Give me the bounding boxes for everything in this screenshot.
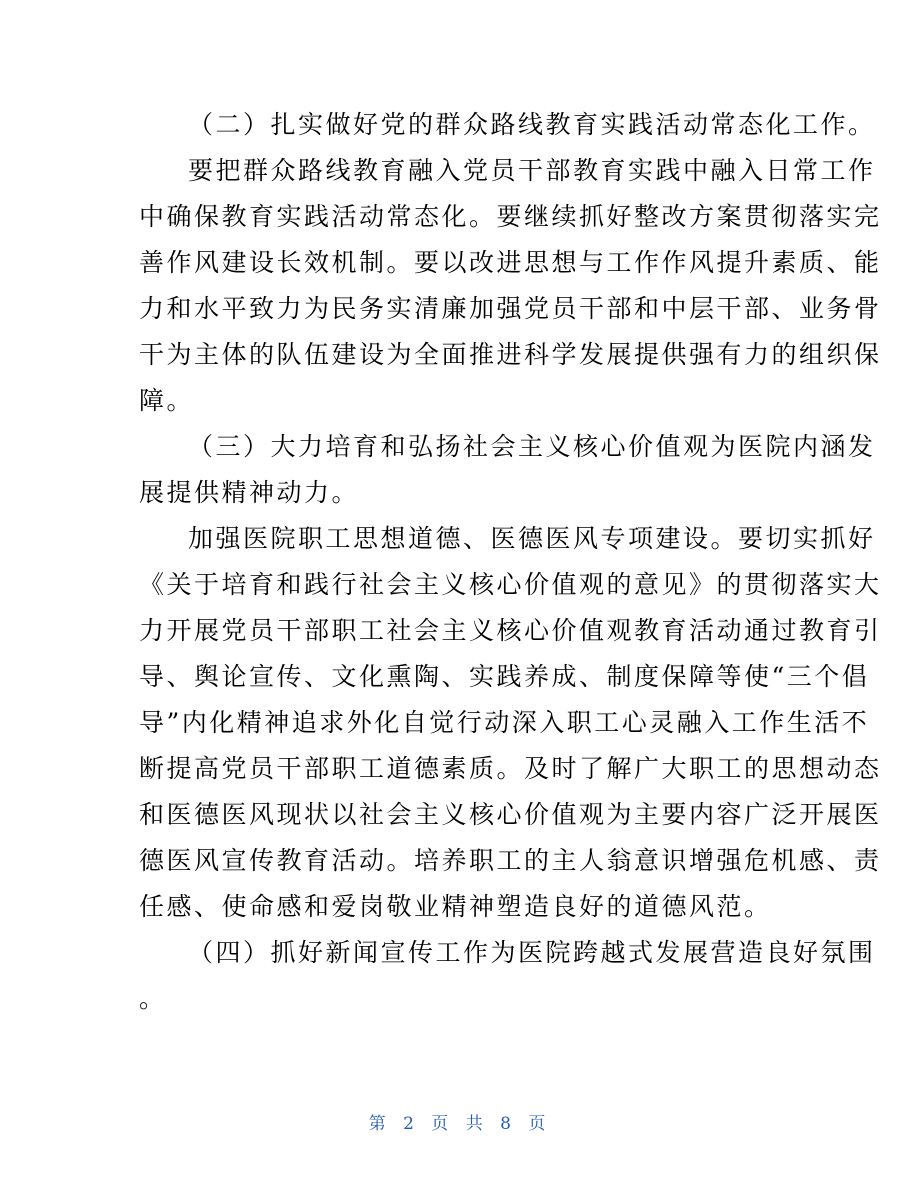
section-heading-4: （四）抓好新闻宣传工作为医院跨越式发展营造良好氛围 bbox=[188, 938, 876, 967]
paragraph-line: 力开展党员干部职工社会主义核心价值观教育活动通过教育引 bbox=[139, 616, 882, 645]
paragraph-line: 干为主体的队伍建设为全面推进科学发展提供强有力的组织保 bbox=[139, 340, 882, 369]
section-heading-4-cont: 。 bbox=[139, 984, 167, 1013]
paragraph-line: 加强医院职工思想道德、医德医风专项建设。要切实抓好 bbox=[188, 524, 876, 553]
section-heading-3-cont: 展提供精神动力。 bbox=[139, 478, 360, 507]
paragraph-line: 导”内化精神追求外化自觉行动深入职工心灵融入工作生活不 bbox=[139, 708, 870, 737]
page-number-footer: 第 2 页 共 8 页 bbox=[368, 1114, 552, 1134]
paragraph-line: 导、舆论宣传、文化熏陶、实践养成、制度保障等使“三个倡 bbox=[139, 662, 870, 691]
section-heading-3: （三）大力培育和弘扬社会主义核心价值观为医院内涵发 bbox=[188, 432, 876, 461]
paragraph-line: 要把群众路线教育融入党员干部教育实践中融入日常工作 bbox=[188, 156, 876, 185]
paragraph-line: 《关于培育和践行社会主义核心价值观的意见》的贯彻落实大 bbox=[139, 570, 882, 599]
paragraph-line: 断提高党员干部职工道德素质。及时了解广大职工的思想动态 bbox=[139, 754, 882, 783]
paragraph-line: 力和水平致力为民务实清廉加强党员干部和中层干部、业务骨 bbox=[139, 294, 882, 323]
paragraph-line: 德医风宣传教育活动。培养职工的主人翁意识增强危机感、责 bbox=[139, 846, 882, 875]
section-heading-2: （二）扎实做好党的群众路线教育实践活动常态化工作。 bbox=[188, 110, 876, 139]
paragraph-line: 任感、使命感和爱岗敬业精神塑造良好的道德风范。 bbox=[139, 892, 772, 921]
paragraph-line: 和医德医风现状以社会主义核心价值观为主要内容广泛开展医 bbox=[139, 800, 882, 829]
paragraph-line: 障。 bbox=[139, 386, 195, 415]
paragraph-line: 善作风建设长效机制。要以改进思想与工作作风提升素质、能 bbox=[139, 248, 882, 277]
paragraph-line: 中确保教育实践活动常态化。要继续抓好整改方案贯彻落实完 bbox=[139, 202, 882, 231]
